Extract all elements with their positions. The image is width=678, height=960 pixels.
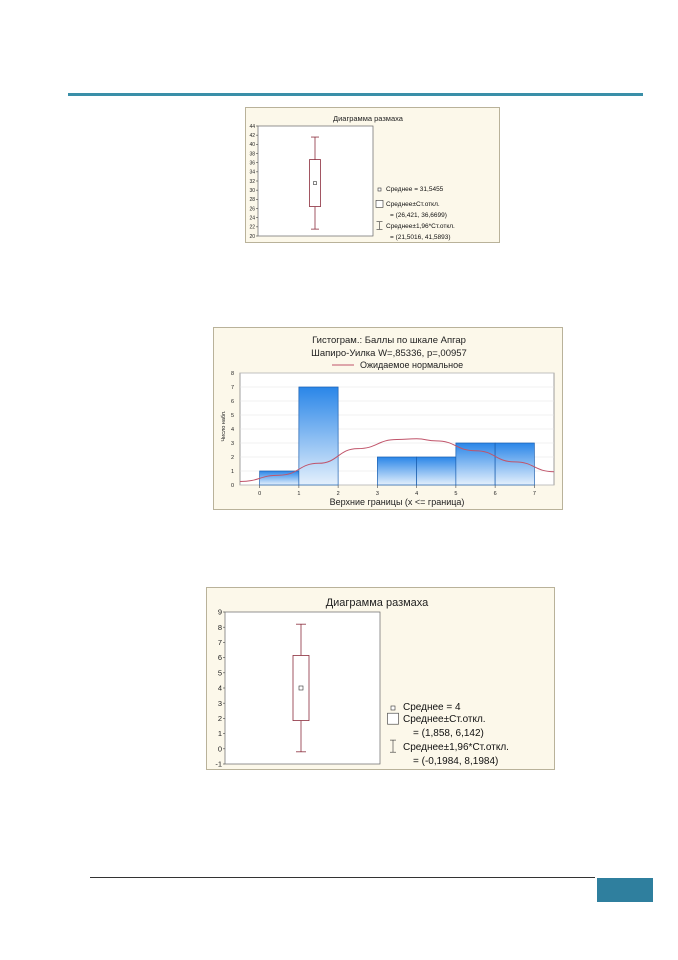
legend-ci: Среднее±1,96*Ст.откл.	[386, 223, 455, 230]
y-tick-label: 40	[249, 142, 255, 149]
y-tick-label: 2	[230, 455, 234, 461]
legend-normal: Ожидаемое нормальное	[360, 360, 464, 370]
y-tick-label: 3	[230, 441, 234, 447]
y-tick-label: 28	[249, 197, 255, 204]
y-tick-label: 7	[230, 385, 234, 391]
legend-sd-symbol	[376, 200, 383, 207]
y-tick-label: 34	[249, 169, 255, 176]
legend-mean: Среднее = 4	[403, 702, 461, 713]
box-plot-panel-2	[206, 587, 555, 770]
x-tick-label: 3	[375, 491, 379, 497]
histogram-panel	[213, 327, 563, 510]
histogram	[214, 328, 562, 509]
y-tick-label: 22	[249, 224, 255, 231]
histogram-bar	[456, 443, 495, 485]
box-plot-panel-1	[245, 107, 500, 243]
box-plot-2	[207, 588, 554, 769]
y-tick-label: 1	[217, 729, 222, 739]
legend-sd-symbol	[388, 713, 399, 724]
legend-sd: Среднее±Ст.откл.	[403, 714, 486, 725]
legend-mean-symbol	[378, 188, 381, 191]
legend-ci: Среднее±1,96*Ст.откл.	[403, 742, 509, 753]
y-tick-label: 36	[249, 160, 255, 167]
y-tick-label: 42	[249, 132, 255, 139]
mean-marker	[299, 686, 303, 690]
legend-ci-range: = (-0,1984, 8,1984)	[413, 756, 499, 767]
y-tick-label: 20	[249, 233, 255, 240]
y-axis-label: Число набл.	[221, 410, 227, 442]
legend-sd-range: = (26,421, 36,6699)	[390, 212, 447, 219]
legend-ci-range: = (21,5016, 41,5893)	[390, 234, 451, 241]
header-rule	[68, 93, 643, 96]
x-axis-label: Верхние границы (x <= граница)	[329, 497, 465, 507]
legend-mean-symbol	[391, 706, 395, 710]
footer-rule	[90, 877, 595, 878]
y-tick-label: 0	[230, 483, 234, 489]
chart-title: Диаграмма размаха	[325, 597, 429, 609]
x-tick-label: 2	[336, 491, 340, 497]
y-tick-label: 4	[230, 427, 234, 433]
y-tick-label: 0	[217, 744, 222, 754]
y-tick-label: 44	[249, 123, 255, 130]
y-tick-label: 4	[217, 683, 222, 693]
y-tick-label: 6	[230, 399, 234, 405]
y-tick-label: 5	[217, 668, 222, 678]
x-tick-label: 1	[297, 491, 301, 497]
x-tick-label: 6	[493, 491, 497, 497]
y-tick-label: -1	[215, 759, 222, 769]
y-tick-label: 9	[217, 607, 222, 617]
chart-subtitle: Шапиро-Уилка W=,85336, p=,00957	[311, 348, 467, 359]
y-tick-label: 7	[217, 638, 222, 648]
histogram-bar	[417, 457, 456, 485]
x-tick-label: 7	[532, 491, 536, 497]
legend-mean: Среднее = 31,5455	[386, 186, 444, 193]
histogram-bar	[299, 387, 338, 485]
y-tick-label: 3	[217, 698, 222, 708]
y-tick-label: 8	[230, 371, 234, 377]
y-tick-label: 2	[217, 714, 222, 724]
box-plot-1	[246, 108, 499, 242]
legend-sd: Среднее±Ст.откл.	[386, 201, 440, 208]
y-tick-label: 32	[249, 178, 255, 185]
y-tick-label: 38	[249, 151, 255, 158]
y-tick-label: 24	[249, 215, 255, 222]
mean-marker	[314, 182, 317, 185]
chart-title: Диаграмма размаха	[333, 114, 403, 123]
histogram-bar	[260, 471, 299, 485]
legend-sd-range: = (1,858, 6,142)	[413, 728, 484, 739]
y-tick-label: 5	[230, 413, 234, 419]
y-tick-label: 26	[249, 206, 255, 213]
chart-title: Гистограм.: Баллы по шкале Апгар	[312, 335, 466, 346]
y-tick-label: 8	[217, 622, 222, 632]
x-tick-label: 0	[258, 491, 262, 497]
x-tick-label: 4	[415, 491, 419, 497]
y-tick-label: 6	[217, 653, 222, 663]
y-tick-label: 30	[249, 187, 255, 194]
page-number-tab	[597, 878, 653, 902]
y-tick-label: 1	[230, 469, 234, 475]
histogram-bar	[377, 457, 416, 485]
x-tick-label: 5	[454, 491, 458, 497]
